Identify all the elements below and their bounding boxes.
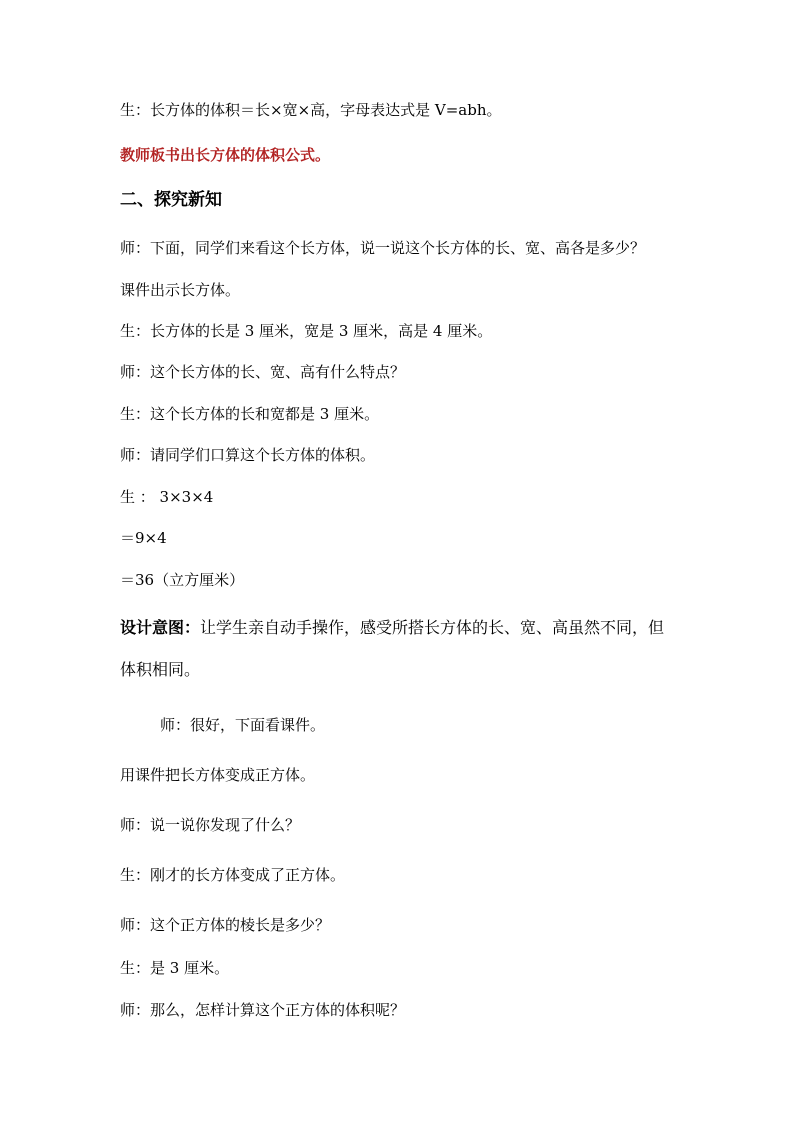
calc-step-2: ＝9×4 xyxy=(120,529,167,547)
teacher-mental-math: 师：请同学们口算这个长方体的体积。 xyxy=(120,446,376,464)
student-edge-answer: 生：是 3 厘米。 xyxy=(120,959,230,977)
section-heading: 二、探究新知 xyxy=(120,190,222,210)
student-cube-answer: 生：刚才的长方体变成了正方体。 xyxy=(120,866,346,884)
teacher-volume-question: 师：那么，怎样计算这个正方体的体积呢？ xyxy=(120,1001,406,1019)
courseware-note: 课件出示长方体。 xyxy=(120,281,241,299)
student-feature-answer: 生：这个长方体的长和宽都是 3 厘米。 xyxy=(120,405,380,423)
teacher-discover-question: 师：说一说你发现了什么？ xyxy=(120,816,301,834)
calc-step-3: ＝36（立方厘米） xyxy=(120,571,245,589)
student-calc-step-1: 生 ： 3×3×4 xyxy=(120,488,214,506)
teacher-feature-question: 师：这个长方体的长、宽、高有什么特点？ xyxy=(120,363,406,381)
design-intent-paragraph xyxy=(120,618,664,638)
design-intent-text: 让学生亲自动手操作，感受所搭长方体的长、宽、高虽然不同，但 xyxy=(200,618,665,637)
teacher-good-line: 师：很好，下面看课件。 xyxy=(160,716,326,734)
courseware-transform-line: 用课件把长方体变成正方体。 xyxy=(120,766,316,784)
teacher-edge-question: 师：这个正方体的棱长是多少？ xyxy=(120,916,331,934)
student-formula-line: 生：长方体的体积＝长×宽×高，字母表达式是 V=abh。 xyxy=(120,101,502,119)
teacher-board-note: 教师板书出长方体的体积公式。 xyxy=(120,146,331,164)
design-intent-text-2: 体积相同。 xyxy=(120,660,201,679)
student-dimensions-line: 生：长方体的长是 3 厘米，宽是 3 厘米，高是 4 厘米。 xyxy=(120,322,493,340)
teacher-question-line: 师：下面，同学们来看这个长方体，说一说这个长方体的长、宽、高各是多少？ xyxy=(120,239,646,257)
design-intent-label: 设计意图： xyxy=(120,618,201,637)
